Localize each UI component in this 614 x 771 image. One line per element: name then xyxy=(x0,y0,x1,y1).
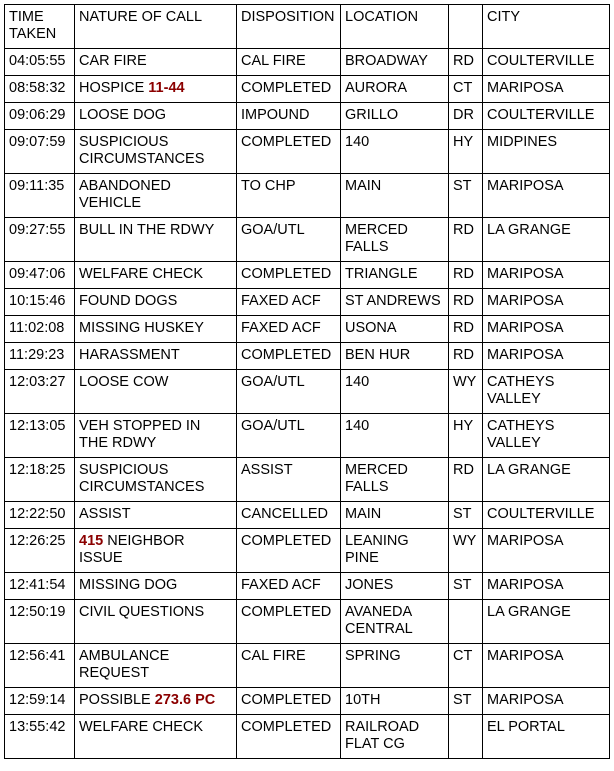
header-nature-of-call: NATURE OF CALL xyxy=(75,5,237,49)
nature-cell xyxy=(75,174,237,218)
nature-text: CAR FIRE xyxy=(79,53,147,69)
nature-text: VEH STOPPED IN THE RDWY xyxy=(79,418,201,451)
disposition-cell: COMPLETED xyxy=(237,130,341,174)
location-cell: GRILLO xyxy=(341,103,449,130)
location-cell: BEN HUR xyxy=(341,343,449,370)
header-row xyxy=(5,5,610,49)
nature-cell xyxy=(75,529,237,573)
disposition-cell: CAL FIRE xyxy=(237,49,341,76)
time-cell: 08:58:32 xyxy=(5,76,75,103)
disposition-cell: GOA/UTL xyxy=(237,414,341,458)
suffix-cell: CT xyxy=(449,644,483,688)
suffix-cell: RD xyxy=(449,49,483,76)
location-cell: MAIN xyxy=(341,502,449,529)
table-row xyxy=(5,529,610,573)
disposition-cell: COMPLETED xyxy=(237,600,341,644)
location-cell: MERCED FALLS xyxy=(341,218,449,262)
suffix-cell: DR xyxy=(449,103,483,130)
location-cell: USONA xyxy=(341,316,449,343)
suffix-cell: HY xyxy=(449,130,483,174)
nature-cell xyxy=(75,218,237,262)
suffix-cell: ST xyxy=(449,174,483,218)
time-cell: 04:05:55 xyxy=(5,49,75,76)
nature-text: POSSIBLE xyxy=(79,692,151,708)
nature-cell xyxy=(75,76,237,103)
table-row xyxy=(5,414,610,458)
table-row xyxy=(5,502,610,529)
disposition-cell: COMPLETED xyxy=(237,529,341,573)
time-cell: 11:02:08 xyxy=(5,316,75,343)
nature-text: ABANDONED VEHICLE xyxy=(79,178,171,211)
city-cell: MARIPOSA xyxy=(483,262,610,289)
nature-text: SUSPICIOUS CIRCUMSTANCES xyxy=(79,134,205,167)
city-cell: LA GRANGE xyxy=(483,600,610,644)
location-cell: JONES xyxy=(341,573,449,600)
nature-cell xyxy=(75,316,237,343)
nature-text: HARASSMENT xyxy=(79,347,180,363)
location-cell: 140 xyxy=(341,130,449,174)
suffix-cell: ST xyxy=(449,502,483,529)
nature-text: HOSPICE xyxy=(79,80,145,96)
location-cell: AVANEDA CENTRAL xyxy=(341,600,449,644)
location-cell: RAILROAD FLAT CG xyxy=(341,715,449,759)
disposition-cell: CANCELLED xyxy=(237,502,341,529)
location-cell: 140 xyxy=(341,414,449,458)
nature-cell xyxy=(75,343,237,370)
time-cell: 12:22:50 xyxy=(5,502,75,529)
suffix-cell: RD xyxy=(449,343,483,370)
suffix-cell: ST xyxy=(449,688,483,715)
city-cell: CATHEYS VALLEY xyxy=(483,414,610,458)
header-city: CITY xyxy=(483,5,610,49)
city-cell: MARIPOSA xyxy=(483,289,610,316)
penal-code-highlight: 273.6 PC xyxy=(154,692,216,708)
time-cell: 12:41:54 xyxy=(5,573,75,600)
nature-text: MISSING DOG xyxy=(79,577,178,593)
city-cell: MARIPOSA xyxy=(483,529,610,573)
time-cell: 12:03:27 xyxy=(5,370,75,414)
city-cell: COULTERVILLE xyxy=(483,103,610,130)
time-cell: 09:07:59 xyxy=(5,130,75,174)
time-cell: 12:59:14 xyxy=(5,688,75,715)
suffix-cell: RD xyxy=(449,316,483,343)
location-cell: LEANING PINE xyxy=(341,529,449,573)
suffix-cell: RD xyxy=(449,218,483,262)
call-log-table xyxy=(4,4,610,759)
disposition-cell: ASSIST xyxy=(237,458,341,502)
nature-text: NEIGHBOR ISSUE xyxy=(79,533,185,566)
nature-text: LOOSE DOG xyxy=(79,107,167,123)
city-cell: LA GRANGE xyxy=(483,218,610,262)
disposition-cell: IMPOUND xyxy=(237,103,341,130)
table-row xyxy=(5,573,610,600)
suffix-cell: WY xyxy=(449,529,483,573)
time-cell: 11:29:23 xyxy=(5,343,75,370)
location-cell: BROADWAY xyxy=(341,49,449,76)
city-cell: LA GRANGE xyxy=(483,458,610,502)
time-cell: 09:11:35 xyxy=(5,174,75,218)
time-cell: 12:18:25 xyxy=(5,458,75,502)
time-cell: 09:47:06 xyxy=(5,262,75,289)
suffix-cell: RD xyxy=(449,289,483,316)
nature-cell xyxy=(75,130,237,174)
location-cell: TRIANGLE xyxy=(341,262,449,289)
suffix-cell: WY xyxy=(449,370,483,414)
table-row xyxy=(5,715,610,759)
table-row xyxy=(5,370,610,414)
nature-cell xyxy=(75,103,237,130)
header-location: LOCATION xyxy=(341,5,449,49)
time-cell: 12:50:19 xyxy=(5,600,75,644)
suffix-cell: HY xyxy=(449,414,483,458)
table-row xyxy=(5,343,610,370)
suffix-cell xyxy=(449,600,483,644)
nature-cell xyxy=(75,573,237,600)
table-row xyxy=(5,289,610,316)
table-row xyxy=(5,458,610,502)
city-cell: MARIPOSA xyxy=(483,688,610,715)
nature-cell xyxy=(75,688,237,715)
time-cell: 12:13:05 xyxy=(5,414,75,458)
header-disposition: DISPOSITION xyxy=(237,5,341,49)
location-cell: MERCED FALLS xyxy=(341,458,449,502)
nature-text: SUSPICIOUS CIRCUMSTANCES xyxy=(79,462,205,495)
table-row xyxy=(5,218,610,262)
disposition-cell: COMPLETED xyxy=(237,262,341,289)
time-cell: 12:56:41 xyxy=(5,644,75,688)
table-row xyxy=(5,103,610,130)
table-row xyxy=(5,49,610,76)
location-cell: ST ANDREWS xyxy=(341,289,449,316)
location-cell: AURORA xyxy=(341,76,449,103)
disposition-cell: FAXED ACF xyxy=(237,316,341,343)
city-cell: MARIPOSA xyxy=(483,76,610,103)
suffix-cell: RD xyxy=(449,262,483,289)
disposition-cell: TO CHP xyxy=(237,174,341,218)
disposition-cell: COMPLETED xyxy=(237,76,341,103)
time-cell: 10:15:46 xyxy=(5,289,75,316)
nature-cell xyxy=(75,458,237,502)
nature-text: BULL IN THE RDWY xyxy=(79,222,215,238)
table-row xyxy=(5,688,610,715)
location-cell: 140 xyxy=(341,370,449,414)
nature-text: ASSIST xyxy=(79,506,131,522)
time-cell: 13:55:42 xyxy=(5,715,75,759)
location-cell: MAIN xyxy=(341,174,449,218)
nature-cell xyxy=(75,370,237,414)
table-row xyxy=(5,130,610,174)
city-cell: MARIPOSA xyxy=(483,174,610,218)
city-cell: MARIPOSA xyxy=(483,316,610,343)
table-row xyxy=(5,316,610,343)
disposition-cell: COMPLETED xyxy=(237,343,341,370)
nature-text: WELFARE CHECK xyxy=(79,719,204,735)
city-cell: COULTERVILLE xyxy=(483,502,610,529)
time-cell: 09:06:29 xyxy=(5,103,75,130)
nature-text: WELFARE CHECK xyxy=(79,266,204,282)
table-row xyxy=(5,644,610,688)
table-row xyxy=(5,174,610,218)
header-time-taken: TIME TAKEN xyxy=(5,5,75,49)
city-cell: MARIPOSA xyxy=(483,343,610,370)
disposition-cell: COMPLETED xyxy=(237,688,341,715)
nature-cell xyxy=(75,289,237,316)
nature-text: CIVIL QUESTIONS xyxy=(79,604,205,620)
table-row xyxy=(5,600,610,644)
disposition-cell: GOA/UTL xyxy=(237,370,341,414)
table-row xyxy=(5,262,610,289)
disposition-cell: FAXED ACF xyxy=(237,289,341,316)
time-cell: 09:27:55 xyxy=(5,218,75,262)
nature-cell xyxy=(75,414,237,458)
call-log-body xyxy=(5,49,610,759)
disposition-cell: GOA/UTL xyxy=(237,218,341,262)
header-suffix xyxy=(449,5,483,49)
city-cell: MARIPOSA xyxy=(483,573,610,600)
disposition-cell: COMPLETED xyxy=(237,715,341,759)
suffix-cell xyxy=(449,715,483,759)
nature-text: FOUND DOGS xyxy=(79,293,178,309)
nature-cell xyxy=(75,715,237,759)
penal-code-highlight: 415 xyxy=(79,533,104,549)
suffix-cell: CT xyxy=(449,76,483,103)
city-cell: EL PORTAL xyxy=(483,715,610,759)
suffix-cell: ST xyxy=(449,573,483,600)
table-row xyxy=(5,76,610,103)
location-cell: 10TH xyxy=(341,688,449,715)
disposition-cell: CAL FIRE xyxy=(237,644,341,688)
disposition-cell: FAXED ACF xyxy=(237,573,341,600)
nature-text: MISSING HUSKEY xyxy=(79,320,204,336)
city-cell: MIDPINES xyxy=(483,130,610,174)
time-cell: 12:26:25 xyxy=(5,529,75,573)
city-cell: MARIPOSA xyxy=(483,644,610,688)
suffix-cell: RD xyxy=(449,458,483,502)
nature-text: LOOSE COW xyxy=(79,374,169,390)
nature-cell xyxy=(75,600,237,644)
nature-cell xyxy=(75,502,237,529)
nature-cell xyxy=(75,644,237,688)
nature-text: AMBULANCE REQUEST xyxy=(79,648,170,681)
nature-cell xyxy=(75,49,237,76)
penal-code-highlight: 11-44 xyxy=(148,80,185,96)
city-cell: CATHEYS VALLEY xyxy=(483,370,610,414)
city-cell: COULTERVILLE xyxy=(483,49,610,76)
location-cell: SPRING xyxy=(341,644,449,688)
nature-cell xyxy=(75,262,237,289)
